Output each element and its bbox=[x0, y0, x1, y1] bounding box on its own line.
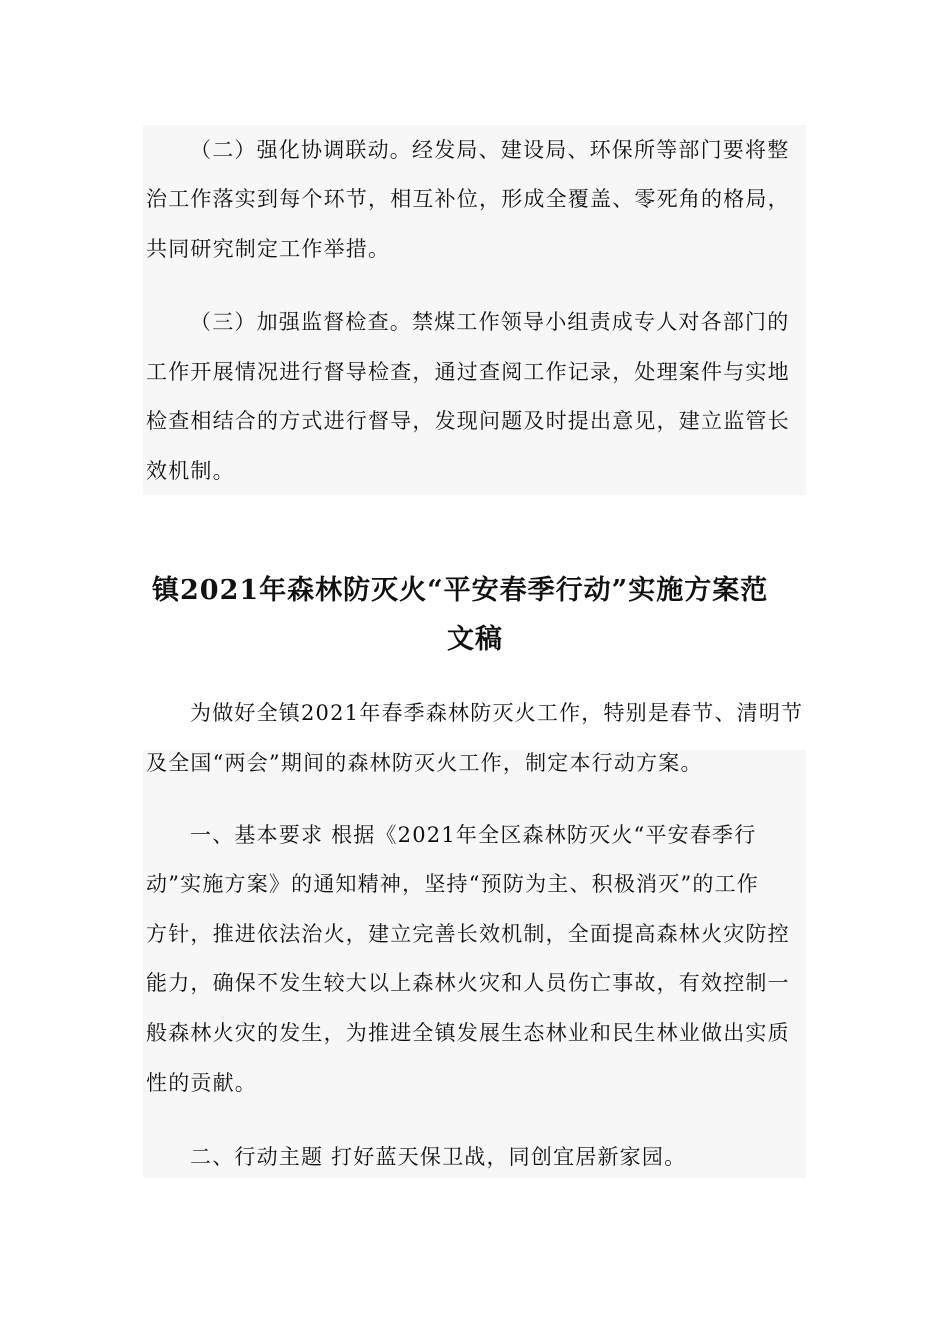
paragraph-2-line-2: 治工作落实到每个环节，相互补位，形成全覆盖、零死角的格局， bbox=[146, 187, 790, 211]
document-title-line-2: 文稿 bbox=[447, 624, 503, 655]
section-1-line-4: 能力，确保不发生较大以上森林火灾和人员伤亡事故，有效控制一 bbox=[146, 971, 790, 995]
paragraph-3-line-2: 工作开展情况进行督导检查，通过查阅工作记录，处理案件与实地 bbox=[146, 360, 790, 384]
document-title-line-1: 镇2021年森林防灭火“平安春季行动”实施方案范 bbox=[152, 575, 769, 606]
paragraph-2-line-3: 共同研究制定工作举措。 bbox=[146, 237, 391, 261]
intro-line-1: 为做好全镇2021年春季森林防灭火工作，特别是春节、清明节 bbox=[190, 701, 804, 725]
section-1-line-3: 方针，推进依法治火，建立完善长效机制，全面提高森林火灾防控 bbox=[146, 922, 790, 946]
paragraph-2-line-1: （二）强化协调联动。经发局、建设局、环保所等部门要将整 bbox=[190, 138, 790, 162]
section-1-line-1: 一、基本要求 根据《2021年全区森林防灭火“平安春季行 bbox=[190, 823, 757, 847]
section-1-line-5: 般森林火灾的发生，为推进全镇发展生态林业和民生林业做出实质 bbox=[146, 1021, 790, 1045]
paragraph-3-line-4: 效机制。 bbox=[146, 459, 235, 483]
section-1-line-6: 性的贡献。 bbox=[146, 1071, 257, 1095]
paragraph-3-line-3: 检查相结合的方式进行督导，发现问题及时提出意见，建立监管长 bbox=[146, 409, 790, 433]
intro-line-2: 及全国“两会”期间的森林防灭火工作，制定本行动方案。 bbox=[146, 751, 703, 775]
section-2-line-1: 二、行动主题 打好蓝天保卫战，同创宜居新家园。 bbox=[190, 1145, 687, 1169]
paragraph-3-line-1: （三）加强监督检查。禁煤工作领导小组责成专人对各部门的 bbox=[190, 310, 790, 334]
section-1-line-2: 动”实施方案》的通知精神，坚持“预防为主、积极消灭”的工作 bbox=[146, 872, 760, 896]
